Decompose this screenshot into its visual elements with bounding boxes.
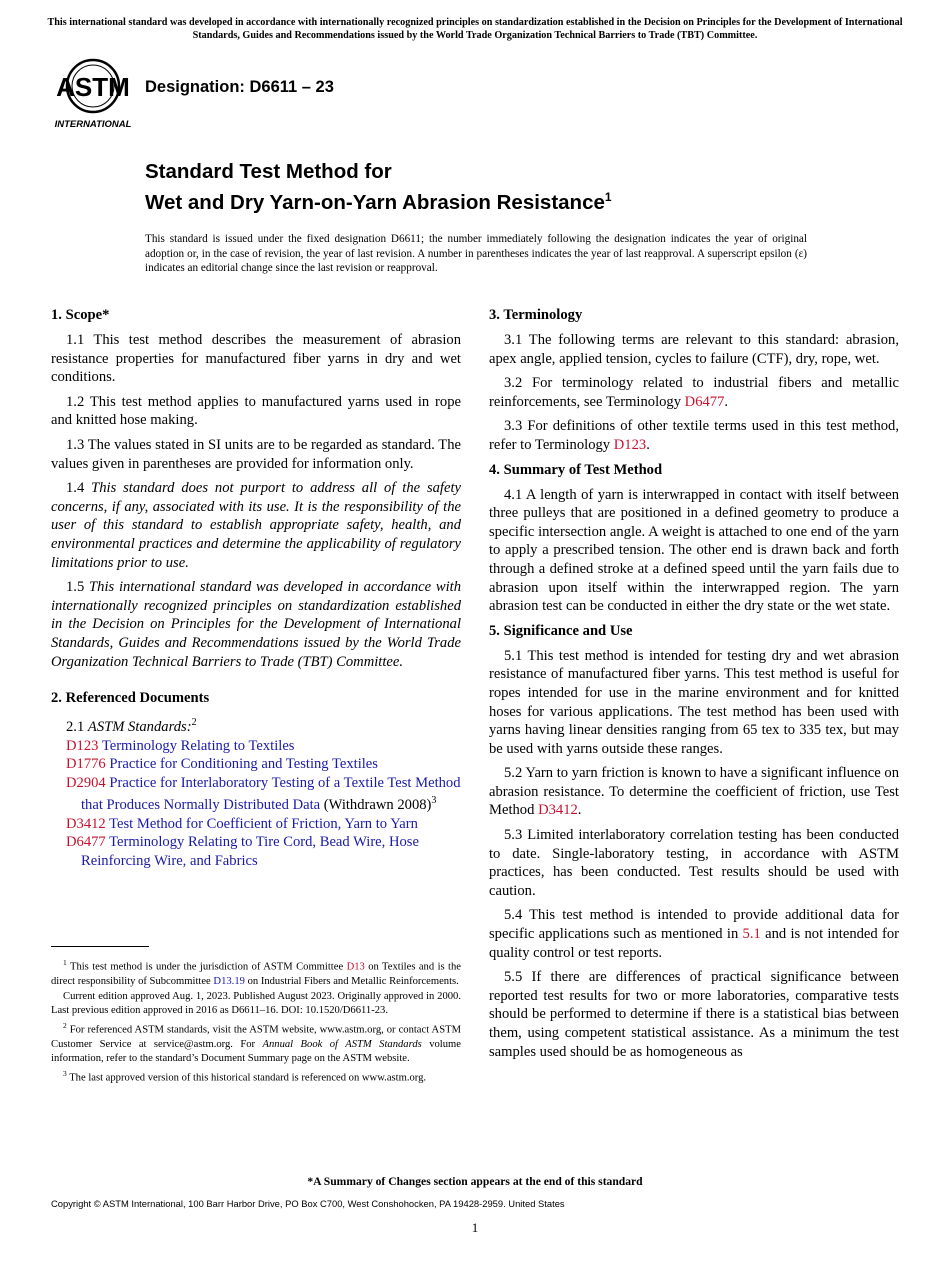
astm-logo: [52, 56, 134, 130]
footnote-ref[interactable]: 2: [191, 717, 197, 729]
paragraph-5-1: 5.1 This test method is intended for testing dry and wet abrasion resistance of manufactured fiber yarns. This test method is useful for ropes intended for use in the marine environment and for knitted hoses for various applications. The test method has been used with yarns having linear densities ranging from 65 tex to 335 tex, but may be used with yarns outside these ranges.: [489, 647, 899, 757]
paragraph-text: .: [577, 802, 582, 819]
right-column: [489, 306, 899, 1067]
paragraph-text: .: [724, 393, 729, 410]
logo-org: INTERNATIONAL: [54, 119, 132, 130]
reference-title-link[interactable]: Test Method for Coefficient of Friction, Yarn to Yarn: [109, 815, 418, 832]
reference-item[interactable]: [51, 833, 461, 870]
footnote-text: The last approved version of this historical standard is referenced on www.astm.org.: [66, 1072, 427, 1084]
reference-code[interactable]: D3412: [66, 815, 106, 832]
paragraph-text: 5.2 Yarn to yarn friction is known to have a significant influence on abrasion resistance. To determine the coefficient of friction, use Test Method: [489, 765, 899, 819]
footnote-3: [51, 1067, 461, 1086]
reference-title-link[interactable]: Terminology Relating to Tire Cord, Bead Wire, Hose Reinforcing Wire, and Fabrics: [81, 834, 419, 869]
committee-link[interactable]: D13: [346, 961, 365, 973]
footnote-text: on Textiles and is the direct responsibility of Subcommittee: [51, 961, 461, 988]
footnote-1-edition: Current edition approved Aug. 1, 2023. Published August 2023. Originally approved in 2000. Last previous edition approved in 2016 as D6611–16. DOI: 10.1520/D6611-23.: [51, 990, 461, 1017]
paragraph-5-3: 5.3 Limited interlaboratory correlation testing has been conducted to date. Single-laboratory testing, in accordance with ASTM practices, has been conducted. Test results should be used with caution.: [489, 827, 899, 899]
logo-letters: ASTM: [56, 72, 130, 102]
section-heading-terminology: 3. Terminology: [489, 307, 583, 323]
wto-statement: This international standard was developed in accordance with internationally recognized principles on standardization established in the Decision on Principles for the Development of International Standards, Guides and Recommendations issued by the World Trade Organization Technical Barriers to Trade (TBT) Committee.: [51, 579, 462, 670]
paragraph-text: and is not intended for quality control or test reports.: [489, 926, 899, 961]
footnote-text: Annual Book of ASTM Standards: [262, 1038, 422, 1050]
footnote-marker: 1: [63, 958, 67, 967]
title-line-1: Standard Test Method for: [145, 160, 392, 183]
paragraph-1-4: [51, 479, 461, 572]
footnote-text: This test method is under the jurisdiction of ASTM Committee: [66, 961, 347, 973]
reference-item[interactable]: [51, 755, 461, 774]
paragraph-3-2: [489, 374, 899, 411]
subcommittee-link[interactable]: D13.19: [213, 976, 245, 988]
footnote-text: For referenced ASTM standards, visit the ASTM website, www.astm.org, or contact ASTM Customer Service at service@astm.org. For: [51, 1024, 461, 1050]
paragraph-3-3: [489, 417, 899, 454]
left-column: [51, 306, 461, 871]
reference-title-link[interactable]: Terminology Relating to Textiles: [101, 737, 295, 754]
astm-standards-label: ASTM Standards:: [87, 718, 192, 735]
withdrawn-note: (Withdrawn 2008): [320, 797, 432, 814]
paragraph-3-1: 3.1 The following terms are relevant to this standard: abrasion, apex angle, applied tension, cycles to failure (CTF), dry, rope, wet.: [489, 332, 899, 367]
footnote-divider: [51, 946, 149, 947]
summary-of-changes-note: *A Summary of Changes section appears at the end of this standard: [307, 1175, 643, 1188]
reference-list: [51, 737, 461, 871]
terminology-link[interactable]: D123: [613, 436, 647, 453]
paragraph-1-5: [51, 578, 461, 671]
paragraph-text: .: [646, 436, 650, 453]
footnote-marker: 3: [63, 1068, 67, 1078]
designation: Designation: D6611 – 23: [145, 78, 334, 96]
title-footnote-ref[interactable]: 1: [604, 189, 612, 204]
paragraph-text: 3.3 For definitions of other textile terms used in this test method, refer to Terminology: [489, 418, 899, 453]
paragraph-5-5: 5.5 If there are differences of practical significance between reported test results for two or more laboratories, comparative tests should be performed to determine if there is a statistical bias between them, using competent statistical assistance. As a minimum the test samples used should be as homogeneous as: [489, 969, 899, 1060]
section-heading-scope: 1. Scope*: [51, 307, 110, 323]
footnote-ref[interactable]: 3: [431, 795, 437, 807]
astm-logo-icon: [52, 56, 134, 130]
paragraph-2-1: [51, 714, 461, 736]
wto-notice: This international standard was developed in accordance with internationally recognized principles on standardization established in the Decision on Principles for the Development of International Standards, Guides and Recommendations issued by the World Trade Organization Technical Barriers to Trade (TBT) Committee.: [47, 17, 903, 41]
reference-code[interactable]: D1776: [66, 756, 106, 773]
reference-item[interactable]: [51, 737, 461, 756]
section-heading-significance: 5. Significance and Use: [489, 622, 633, 639]
paragraph-1-2: 1.2 This test method applies to manufactured yarns used in rope and knitted hose making.: [51, 393, 461, 429]
reference-item[interactable]: [51, 774, 461, 815]
paragraph-5-4: [489, 906, 899, 962]
paragraph-number: 1.5: [66, 579, 85, 596]
paragraph-number: 2.1: [66, 718, 85, 735]
document-title: [145, 160, 612, 215]
safety-statement: This standard does not purport to address all of the safety concerns, if any, associated with its use. It is the responsibility of the user of this standard to establish appropriate safety, health, and environmental practices and determine the applicability of regulatory limitations prior to use.: [51, 480, 461, 571]
reference-code[interactable]: D6477: [66, 834, 106, 851]
paragraph-1-1: 1.1 This test method describes the measurement of abrasion resistance properties for manufactured fiber yarns in dry and wet conditions.: [51, 332, 461, 386]
footnote-2: [51, 1019, 461, 1067]
paragraph-5-2: [489, 764, 899, 820]
paragraph-1-3: 1.3 The values stated in SI units are to be regarded as standard. The values given in parentheses are provided for information only.: [51, 436, 461, 472]
terminology-link[interactable]: D6477: [684, 393, 725, 410]
footnote-1: [51, 956, 461, 990]
section-link[interactable]: 5.1: [742, 926, 761, 943]
footnotes: [51, 956, 461, 1086]
reference-title-link[interactable]: Practice for Interlaboratory Testing of a Textile Test Method that Produces Normally Distributed Data: [81, 774, 461, 814]
page-number: 1: [471, 1220, 479, 1235]
footnote-marker: 2: [63, 1020, 67, 1030]
copyright: Copyright © ASTM International, 100 Barr Harbor Drive, PO Box C700, West Conshohocken, PA 19428-2959. United States: [51, 1198, 565, 1209]
section-heading-referenced-documents: 2. Referenced Documents: [51, 690, 210, 707]
paragraph-number: 1.4: [66, 480, 85, 497]
reference-title-link[interactable]: Practice for Conditioning and Testing Textiles: [109, 756, 378, 773]
paragraph-4-1: 4.1 A length of yarn is interwrapped in contact with itself between three pulleys that are positioned in a defined geometry to produce a specific intersection angle. A weight is attached to one end of the yarn to apply a prescribed tension. The other end is drawn back and forth through a defined stroke at a defined speed until the yarn fails due to abrasion upon itself within the interwrapped region. The yarn abrasion test can be conducted in either the dry state or the wet state.: [489, 486, 899, 615]
test-method-link[interactable]: D3412: [538, 802, 578, 819]
reference-code[interactable]: D123: [66, 737, 99, 754]
paragraph-text: 3.2 For terminology related to industrial fibers and metallic reinforcements, see Terminology: [489, 375, 899, 410]
footnote-text: volume information, refer to the standard’s Document Summary page on the ASTM website.: [51, 1038, 461, 1065]
title-line-2: Wet and Dry Yarn-on-Yarn Abrasion Resistance: [145, 190, 605, 214]
section-heading-summary: 4. Summary of Test Method: [489, 461, 663, 478]
issuance-statement: This standard is issued under the fixed designation D6611; the number immediately following the designation indicates the year of original adoption or, in the case of revision, the year of last revision. A number in parentheses indicates the year of last reapproval. A superscript epsilon (ε) indicates an editorial change since the last revision or reapproval.: [145, 233, 807, 274]
reference-item[interactable]: [51, 815, 461, 834]
reference-code[interactable]: D2904: [66, 774, 106, 791]
paragraph-text: 5.4 This test method is intended to provide additional data for specific applications such as mentioned in: [489, 907, 899, 943]
footnote-text: on Industrial Fibers and Metallic Reinforcements.: [244, 976, 459, 988]
